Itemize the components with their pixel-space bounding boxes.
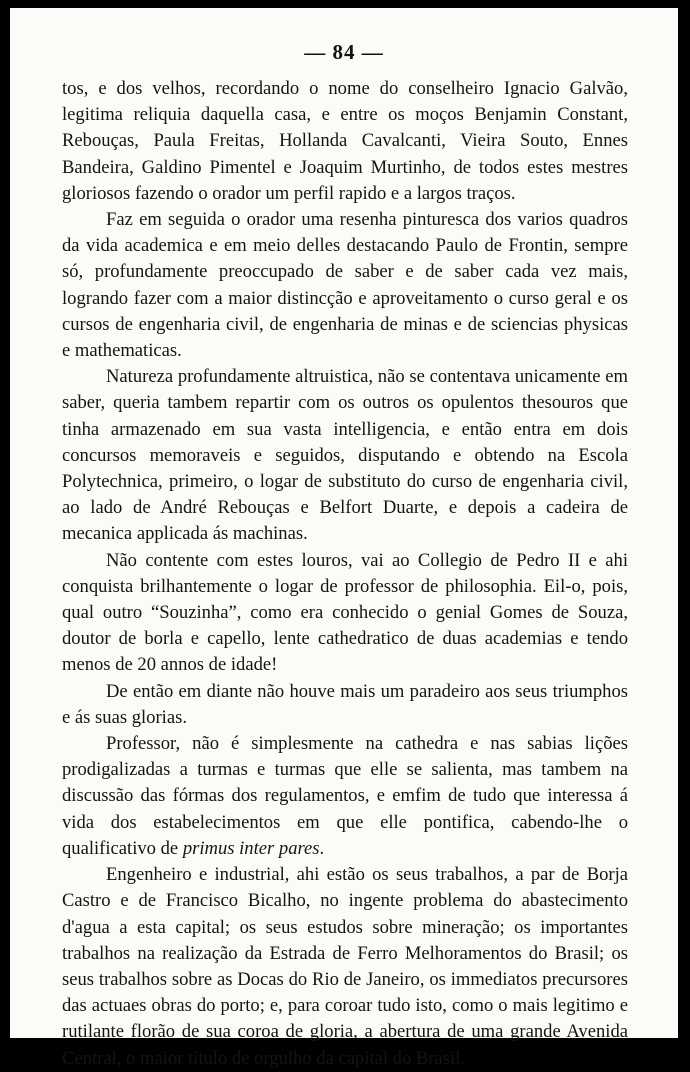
- document-page: [10, 8, 678, 1069]
- body-text: [62, 76, 628, 1072]
- paragraph-7: Engenheiro e industrial, ahi estão os seus trabalhos, a par de Borja Castro e de Francisco Bicalho, no ingente problema do abastecimento d'agua a esta capital; os seus estudos sobre mineração; os importantes trabalhos na realização da Estrada de Ferro Melhoramentos do Brasil; os seus trabalhos sobre as Docas do Rio de Janeiro, os immediatos precursores das actuaes obras do porto; e, para coroar tudo isto, como o mais legitimo e rutilante florão de sua coroa de gloria, a abertura de uma grande Avenida Central, o maior titulo de orgulho da capital do Brasil.: [62, 864, 628, 1069]
- paragraph-2: Faz em seguida o orador uma resenha pinturesca dos varios quadros da vida academica e em meio delles destacando Paulo de Frontin, sempre só, profundamente preoccupado de saber e de saber cada vez mais, logrando fazer com a maior distincção e aproveitamento o curso geral e os cursos de engenharia civil, de engenharia de minas e de sciencias physicas e mathematicas.: [62, 209, 628, 362]
- page-number: — 84 —: [304, 40, 384, 64]
- paragraph-5: De então em diante não houve mais um paradeiro aos seus triumphos e ás suas glorias.: [62, 680, 628, 728]
- paragraph-3: Natureza profundamente altruistica, não se contentava unicamente em saber, queria tambem repartir com os outros os opulentos thesouros que tinha armazenado em sua vasta intelligencia, e então entra em dois concursos memoraveis e seguidos, disputando e obtendo na Escola Polytechnica, primeiro, o logar de substituto do curso de engenharia civil, ao lado de André Rebouças e Belfort Duarte, e depois a cadeira de mecanica applicada ás machinas.: [62, 366, 628, 545]
- paragraph-4: Não contente com estes louros, vai ao Collegio de Pedro II e ahi conquista brilhantemente o logar de professor de philosophia. Eil-o, pois, qual outro “Souzinha”, como era conhecido o genial Gomes de Souza, doutor de borla e capello, lente cathedratico de duas academias e tendo menos de 20 annos de idade!: [62, 549, 628, 676]
- paragraph-6-italic: primus inter pares: [182, 837, 320, 859]
- paragraph-6-text: Professor, não é simplesmente na cathedra e nas sabias lições prodigalizadas a turmas e turmas que elle se salienta, mas tambem na discussão das fórmas dos regulamentos, e emfim de tudo que interessa á vida dos estabelecimentos em que elle pontifica, cabendo-lhe o qualificativo de: [62, 733, 628, 859]
- paragraph-6-end: .: [319, 837, 325, 859]
- paragraph-1: tos, e dos velhos, recordando o nome do conselheiro Ignacio Galvão, legitima reliquia daquella casa, e entre os moços Benjamin Constant, Rebouças, Paula Freitas, Hollanda Cavalcanti, Vieira Souto, Ennes Bandeira, Galdino Pimentel e Joaquim Murtinho, de todos estes mestres gloriosos fazendo o orador um perfil rapido e a largos traços.: [62, 78, 628, 204]
- paragraph-6: [62, 731, 628, 862]
